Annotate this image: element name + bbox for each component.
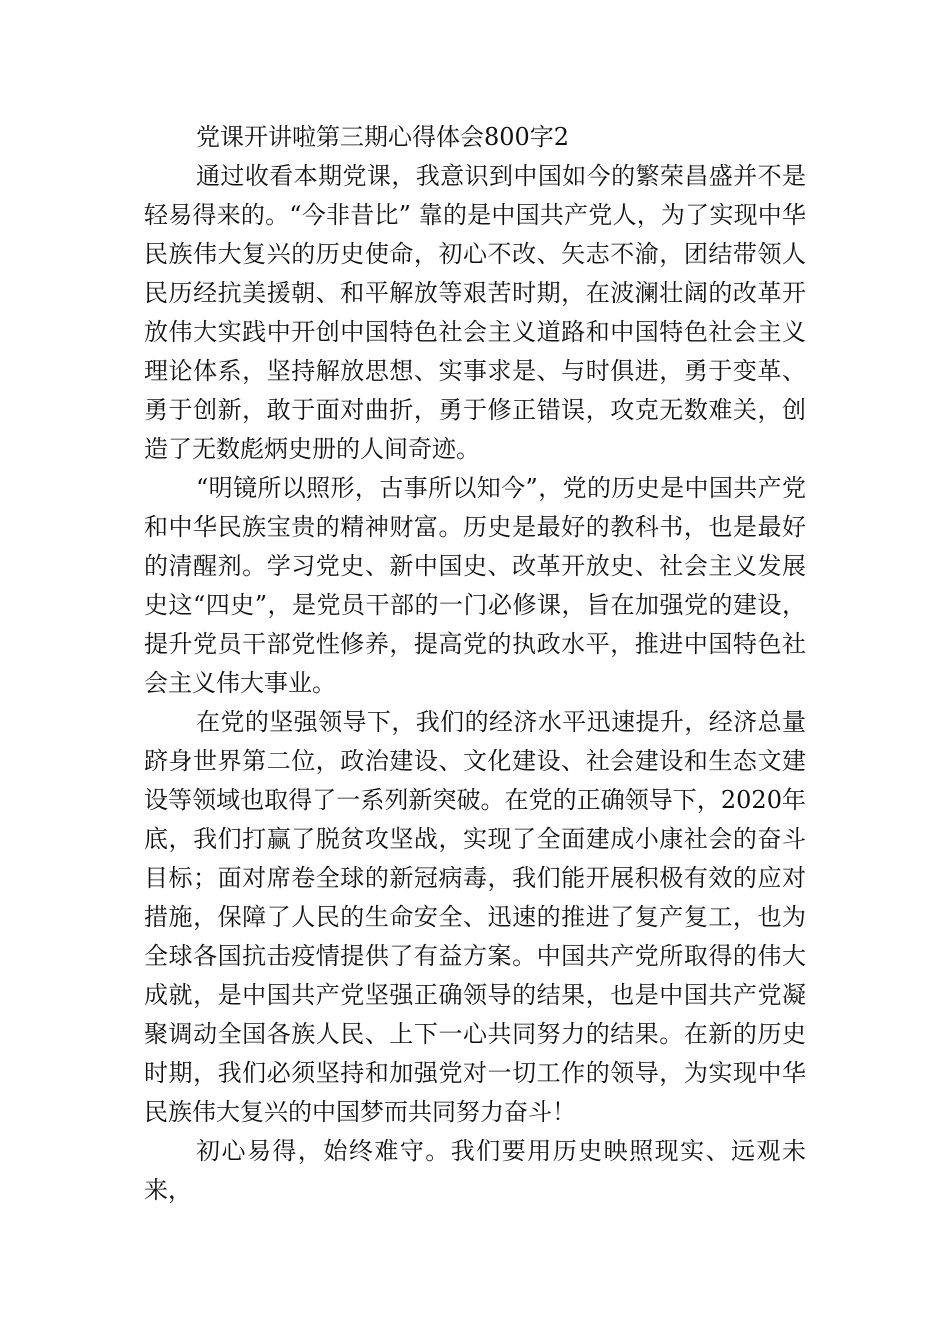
- paragraph-4: 初心易得，始终难守。我们要用历史映照现实、远观未来，: [144, 1137, 806, 1204]
- document-title: 党课开讲啦第三期心得体会800字2: [196, 123, 570, 151]
- document-body: [144, 118, 806, 1210]
- paragraph-1: 通过收看本期党课，我意识到中国如今的繁荣昌盛并不是轻易得来的。“今非昔比” 靠的是中国共产党人，为了实现中华民族伟大复兴的历史使命，初心不改、矢志不渝，团结带领人民历经抗美援朝、和平解放等艰苦时期，在波澜壮阔的改革开放伟大实践中开创中国特色社会主义道路和中国特色社会主义理论体系，坚持解放思想、实事求是、与时俱进，勇于变革、勇于创新，敢于面对曲折，勇于修正错误，攻克无数难关，创造了无数彪炳史册的人间奇迹。: [144, 162, 806, 463]
- paragraph-3: 在党的坚强领导下，我们的经济水平迅速提升，经济总量跻身世界第二位，政治建设、文化建设、社会建设和生态文建设等领域也取得了一系列新突破。在党的正确领导下，2020年底，我们打赢了脱贫攻坚战，实现了全面建成小康社会的奋斗目标；面对席卷全球的新冠病毒，我们能开展积极有效的应对措施，保障了人民的生命安全、迅速的推进了复产复工，也为全球各国抗击疫情提供了有益方案。中国共产党所取得的伟大成就，是中国共产党坚强正确领导的结果，也是中国共产党凝聚调动全国各族人民、上下一心共同努力的结果。在新的历史时期，我们必须坚持和加强党对一切工作的领导，为实现中华民族伟大复兴的中国梦而共同努力奋斗！: [144, 708, 806, 1126]
- paragraph-2: “明镜所以照形，古事所以知今”，党的历史是中国共产党和中华民族宝贵的精神财富。历史是最好的教科书，也是最好的清醒剂。学习党史、新中国史、改革开放史、社会主义发展史这“四史”，是党员干部的一门必修课，旨在加强党的建设，提升党员干部党性修养，提高党的执政水平，推进中国特色社会主义伟大事业。: [144, 474, 806, 697]
